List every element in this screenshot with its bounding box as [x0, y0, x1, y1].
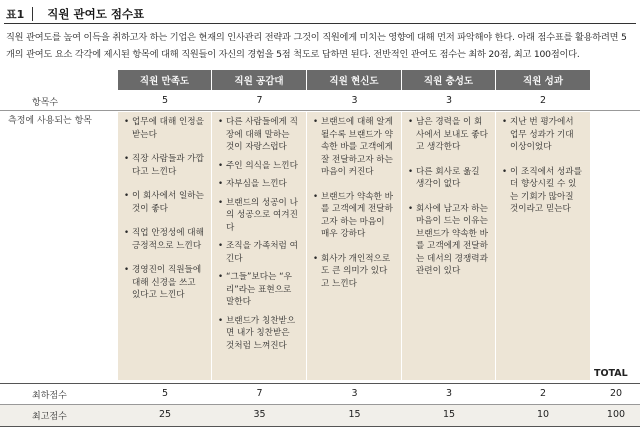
list-item: • 이 조직에서 성과를 더 향상시킬 수 있는 기회가 많아질 것이라고 믿는다 [502, 166, 584, 216]
max-score-cell: 35 [253, 409, 266, 420]
list-item: • 경영진이 직원들에 대해 신경을 쓰고 있다고 느낀다 [124, 264, 205, 302]
list-item: • 조직을 가족처럼 여긴다 [218, 240, 300, 265]
list-item: • 직장 사람들과 가깝다고 느낀다 [124, 153, 205, 178]
min-score-cell: 3 [351, 388, 358, 399]
min-score-cell: 2 [539, 388, 547, 399]
total-column-label: TOTAL [594, 368, 628, 379]
items-count-cell: 5 [161, 95, 169, 106]
column-header-performance: 직원 성과 [496, 70, 590, 90]
list-item: • 다른 회사로 옮길 생각이 없다 [408, 166, 489, 191]
list-item: • 지난 번 평가에서 업무 성과가 기대 이상이었다 [502, 116, 584, 154]
divider [0, 426, 640, 427]
items-count-row [0, 92, 640, 110]
empathy-items [212, 112, 306, 380]
satisfaction-items [118, 112, 211, 380]
list-item: • 주인 의식을 느낀다 [218, 160, 300, 173]
min-score-cell: 7 [256, 388, 263, 399]
list-item: • 다른 사람들에게 직장에 대해 말하는 것이 자랑스럽다 [218, 116, 300, 154]
list-item: • 남은 경력을 이 회사에서 보내도 좋다고 생각한다 [408, 116, 489, 154]
divider [0, 110, 640, 111]
intro-paragraph: 직원 관여도를 높여 이득을 취하고자 하는 기업은 현재의 인사관리 전략과 그것이 직원에게 미치는 영향에 대해 먼저 파악해야 한다. 아래 점수표를 활용하려면 5개의 관여도 요소 각각에 제시된 항목에 대해 직원들이 자신의 경험을 5점 척도로 답하면 된다. 전반적인 관여도 점수는 최하 20점, 최고 100점이다. [6, 32, 627, 60]
min-score-cell: 5 [161, 388, 169, 399]
table-header-row [0, 70, 640, 90]
table-title: 직원 관여도 점수표 [47, 6, 145, 21]
column-header-empathy: 직원 공감대 [212, 70, 307, 90]
column-header-loyalty: 직원 충성도 [402, 70, 496, 90]
row-label-min: 최하점수 [32, 391, 67, 401]
table-title-bar [4, 4, 636, 24]
list-item: • 브랜드가 칭찬받으면 내가 칭찬받은 것처럼 느껴진다 [218, 315, 300, 353]
max-score-cell: 15 [442, 409, 456, 420]
max-score-cell: 15 [348, 409, 361, 420]
row-label-items-count: 항목수 [32, 98, 59, 108]
min-score-cell: 3 [445, 388, 453, 399]
performance-items [496, 112, 590, 380]
list-item: • 회사에 남고자 하는 마음이 드는 이유는 브랜드가 약속한 바를 고객에게 전달하는 데서의 경쟁력과 관련이 있다 [408, 203, 489, 278]
list-item: • 업무에 대해 인정을 받는다 [124, 116, 205, 141]
items-count-cell: 2 [539, 95, 547, 106]
column-header-commitment: 직원 현신도 [307, 70, 402, 90]
list-item: • 직업 안정성에 대해 긍정적으로 느낀다 [124, 227, 205, 252]
list-item: • 자부심을 느낀다 [218, 178, 300, 191]
divider [0, 383, 640, 384]
max-score-total: 100 [606, 409, 626, 420]
items-count-cell: 3 [445, 95, 453, 106]
table-number: 표1 [4, 7, 33, 21]
row-label-max: 최고점수 [32, 412, 67, 422]
engagement-score-table [0, 70, 640, 428]
min-score-total: 20 [609, 388, 623, 399]
commitment-items [307, 112, 401, 380]
max-score-row [0, 406, 640, 424]
list-item: • 브랜드가 약속한 바를 고객에게 전달하고자 하는 마음이 매우 강하다 [313, 191, 395, 241]
list-item: • 회사가 개인적으로도 큰 의미가 있다고 느낀다 [313, 253, 395, 291]
list-item: • “그들”보다는 “우리”라는 표현으로 말한다 [218, 271, 300, 309]
items-count-cell: 7 [256, 95, 263, 106]
max-score-cell: 25 [158, 409, 172, 420]
loyalty-items [402, 112, 495, 380]
column-header-satisfaction: 직원 만족도 [118, 70, 212, 90]
list-item: • 브랜드에 대해 알게 될수록 브랜드가 약속한 바를 고객에게 잘 전달하고자 하는 마음이 커진다 [313, 116, 395, 179]
list-item: • 이 회사에서 일하는 것이 좋다 [124, 190, 205, 215]
min-score-row [0, 385, 640, 403]
row-label-measurement: 측정에 사용되는 항목 [8, 116, 92, 126]
max-score-cell: 10 [536, 409, 550, 420]
items-count-cell: 3 [351, 95, 358, 106]
list-item: • 브랜드의 성공이 나의 성공으로 여겨진다 [218, 197, 300, 235]
